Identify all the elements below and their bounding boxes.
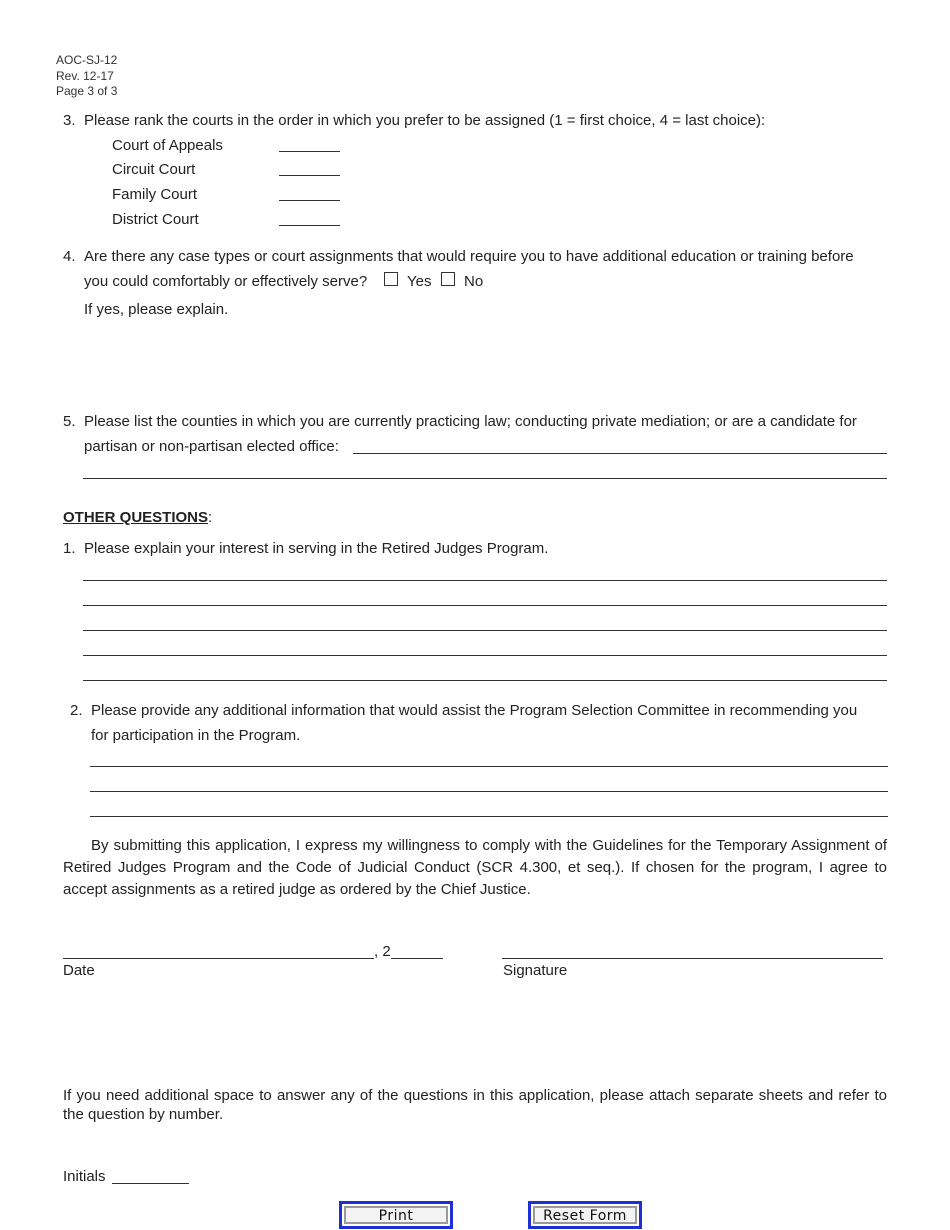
q5-line2: partisan or non-partisan elected office:	[84, 438, 339, 455]
oq2-line2: for participation in the Program.	[91, 727, 301, 744]
oq1-answer-line-4[interactable]	[83, 655, 887, 656]
oq1-answer-line-5[interactable]	[83, 680, 887, 681]
initials-field[interactable]	[112, 1183, 189, 1184]
print-button[interactable]	[339, 1201, 453, 1229]
court-label-family: Family Court	[112, 186, 198, 203]
reset-form-button-label: Reset Form	[533, 1206, 637, 1224]
date-field[interactable]	[63, 958, 374, 959]
initials-label: Initials	[63, 1168, 106, 1185]
signature-field[interactable]	[502, 958, 883, 959]
agreement-statement: By submitting this application, I express my willingness to comply with the Guidelines for the Temporary Assignment of Retired Judges Program and the Code of Judicial Conduct (SCR 4.300, et seq.). If chosen for the program, I agree to accept assignments as a retired judge as ordered by the Chief Justice.	[63, 837, 887, 898]
additional-space-note: If you need additional space to answer any of the questions in this application, please attach separate sheets and refer to the question by number.	[63, 1087, 887, 1123]
print-button-label: Print	[344, 1206, 448, 1224]
no-label: No	[464, 273, 484, 290]
rank-field-appeals[interactable]	[279, 151, 340, 152]
reset-form-button[interactable]	[528, 1201, 642, 1229]
yes-label: Yes	[407, 273, 432, 290]
q5-number: 5.	[63, 413, 76, 430]
year-field[interactable]	[391, 958, 443, 959]
oq1-text: Please explain your interest in serving in the Retired Judges Program.	[84, 540, 549, 557]
form-revision: Rev. 12-17	[56, 69, 114, 83]
oq2-number: 2.	[70, 702, 83, 719]
q5-answer-line-2[interactable]	[83, 478, 887, 479]
q4-line1: Are there any case types or court assignments that would require you to have additional education or training before	[84, 248, 854, 265]
q3-number: 3.	[63, 112, 76, 129]
q4-explain-label: If yes, please explain.	[84, 301, 229, 318]
rank-field-circuit[interactable]	[279, 175, 340, 176]
no-checkbox[interactable]	[441, 272, 455, 286]
q4-line2: you could comfortably or effectively serve?	[84, 273, 368, 290]
oq2-answer-line-3[interactable]	[90, 816, 888, 817]
q4-number: 4.	[63, 248, 76, 265]
q5-answer-line-1[interactable]	[353, 453, 887, 454]
oq1-number: 1.	[63, 540, 76, 557]
oq1-answer-line-3[interactable]	[83, 630, 887, 631]
other-questions-title: OTHER QUESTIONS	[63, 509, 209, 526]
oq2-line1: Please provide any additional information that would assist the Program Selection Committee in recommending you	[91, 702, 858, 719]
form-id: AOC-SJ-12	[56, 53, 118, 67]
court-label-appeals: Court of Appeals	[112, 137, 223, 154]
other-questions-heading	[63, 509, 212, 526]
rank-field-district[interactable]	[279, 225, 340, 226]
signature-label: Signature	[503, 962, 568, 979]
year-prefix: , 2	[374, 943, 391, 960]
oq1-answer-line-2[interactable]	[83, 605, 887, 606]
court-label-district: District Court	[112, 211, 199, 228]
rank-field-family[interactable]	[279, 200, 340, 201]
other-questions-colon: :	[208, 509, 213, 526]
court-label-circuit: Circuit Court	[112, 161, 196, 178]
page-number: Page 3 of 3	[56, 84, 118, 98]
date-label: Date	[63, 962, 95, 979]
q3-text: Please rank the courts in the order in which you prefer to be assigned (1 = first choice, 4 = last choice):	[84, 112, 766, 129]
q5-line1: Please list the counties in which you are currently practicing law; conducting private mediation; or are a candidate for	[84, 413, 857, 430]
oq2-answer-line-2[interactable]	[90, 791, 888, 792]
oq2-answer-line-1[interactable]	[90, 766, 888, 767]
yes-checkbox[interactable]	[384, 272, 398, 286]
oq1-answer-line-1[interactable]	[83, 580, 887, 581]
